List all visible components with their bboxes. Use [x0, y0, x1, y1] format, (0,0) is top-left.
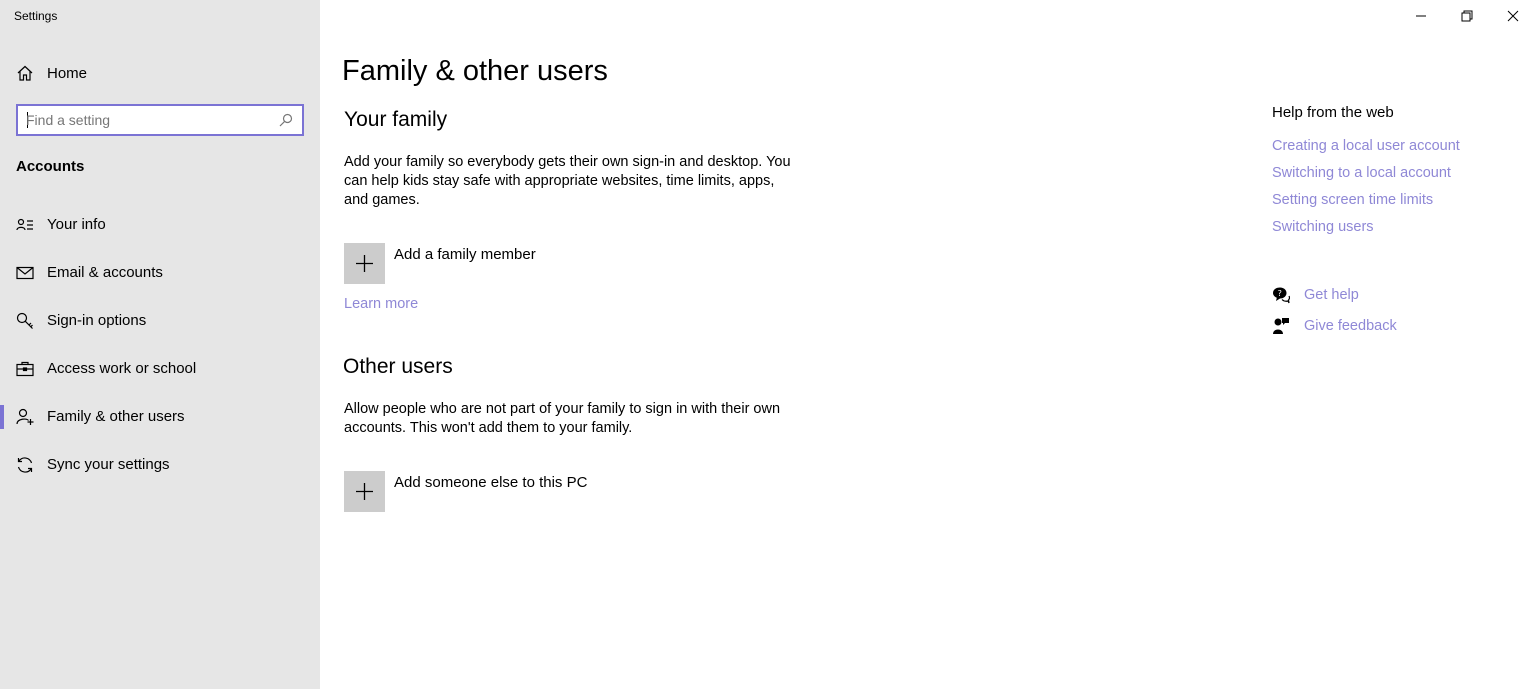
- add-tile: [344, 243, 385, 284]
- sidebar-item-email-accounts[interactable]: [0, 253, 320, 293]
- sidebar-item-access-work-school[interactable]: [0, 349, 320, 389]
- help-link-screen-time-limits[interactable]: Setting screen time limits: [1272, 192, 1434, 208]
- sidebar-item-label: Sign-in options: [47, 312, 147, 329]
- sidebar: [0, 0, 320, 689]
- sidebar-item-family-other-users[interactable]: [0, 397, 320, 437]
- contact-card-icon: [16, 216, 34, 234]
- mail-icon: [16, 264, 34, 282]
- get-help-link[interactable]: [1272, 285, 1392, 307]
- get-help-label: Get help: [1304, 287, 1359, 303]
- page-title: Family & other users: [342, 55, 608, 87]
- add-someone-else-label: Add someone else to this PC: [394, 474, 588, 491]
- chat-help-icon: [1272, 286, 1290, 304]
- sidebar-item-label: Sync your settings: [47, 456, 170, 473]
- your-family-heading: Your family: [344, 108, 448, 131]
- plus-icon: [355, 254, 374, 273]
- add-family-member-button[interactable]: [344, 243, 644, 285]
- close-button[interactable]: [1490, 0, 1536, 32]
- briefcase-icon: [16, 360, 34, 378]
- help-link-creating-local-account[interactable]: Creating a local user account: [1272, 138, 1460, 154]
- app-title: Settings: [14, 9, 58, 23]
- sidebar-item-your-info[interactable]: [0, 205, 320, 245]
- section-heading-accounts: Accounts: [16, 158, 85, 175]
- help-link-switching-users[interactable]: Switching users: [1272, 219, 1374, 235]
- feedback-icon: [1272, 317, 1290, 335]
- give-feedback-label: Give feedback: [1304, 318, 1397, 334]
- sidebar-item-sync-settings[interactable]: [0, 445, 320, 485]
- your-family-description: Add your family so everybody gets their own sign-in and desktop. You can help kids stay safe with appropriate websites, time limits, apps, and games.: [344, 154, 791, 208]
- selection-indicator: [0, 405, 4, 429]
- home-icon: [16, 64, 34, 82]
- give-feedback-link[interactable]: [1272, 316, 1412, 338]
- add-tile: [344, 471, 385, 512]
- sync-icon: [16, 456, 34, 474]
- nav-home-label: Home: [47, 65, 88, 82]
- sidebar-item-label: Your info: [47, 216, 106, 233]
- restore-button[interactable]: [1444, 0, 1490, 32]
- search-icon[interactable]: [279, 113, 293, 127]
- nav-home[interactable]: [0, 58, 320, 88]
- help-link-switching-local-account[interactable]: Switching to a local account: [1272, 165, 1451, 181]
- learn-more-link[interactable]: Learn more: [344, 296, 419, 312]
- sidebar-item-sign-in-options[interactable]: [0, 301, 320, 341]
- add-family-member-label: Add a family member: [394, 246, 536, 263]
- plus-icon: [355, 482, 374, 501]
- search-input[interactable]: [26, 110, 276, 130]
- sidebar-item-label: Family & other users: [47, 408, 185, 425]
- sidebar-item-label: Access work or school: [47, 360, 197, 377]
- other-users-heading: Other users: [343, 355, 453, 378]
- minimize-icon: [1415, 10, 1427, 22]
- help-from-web-heading: Help from the web: [1272, 104, 1394, 121]
- svg-text:?: ?: [1277, 289, 1282, 298]
- minimize-button[interactable]: [1398, 0, 1444, 32]
- search-box[interactable]: [16, 104, 304, 136]
- restore-icon: [1461, 10, 1473, 22]
- sidebar-item-label: Email & accounts: [47, 264, 163, 281]
- key-icon: [16, 312, 34, 330]
- other-users-description: Allow people who are not part of your family to sign in with their own accounts. This won't add them to your family.: [344, 401, 781, 436]
- close-icon: [1507, 10, 1519, 22]
- add-person-icon: [16, 408, 34, 426]
- add-someone-else-button[interactable]: [344, 471, 644, 513]
